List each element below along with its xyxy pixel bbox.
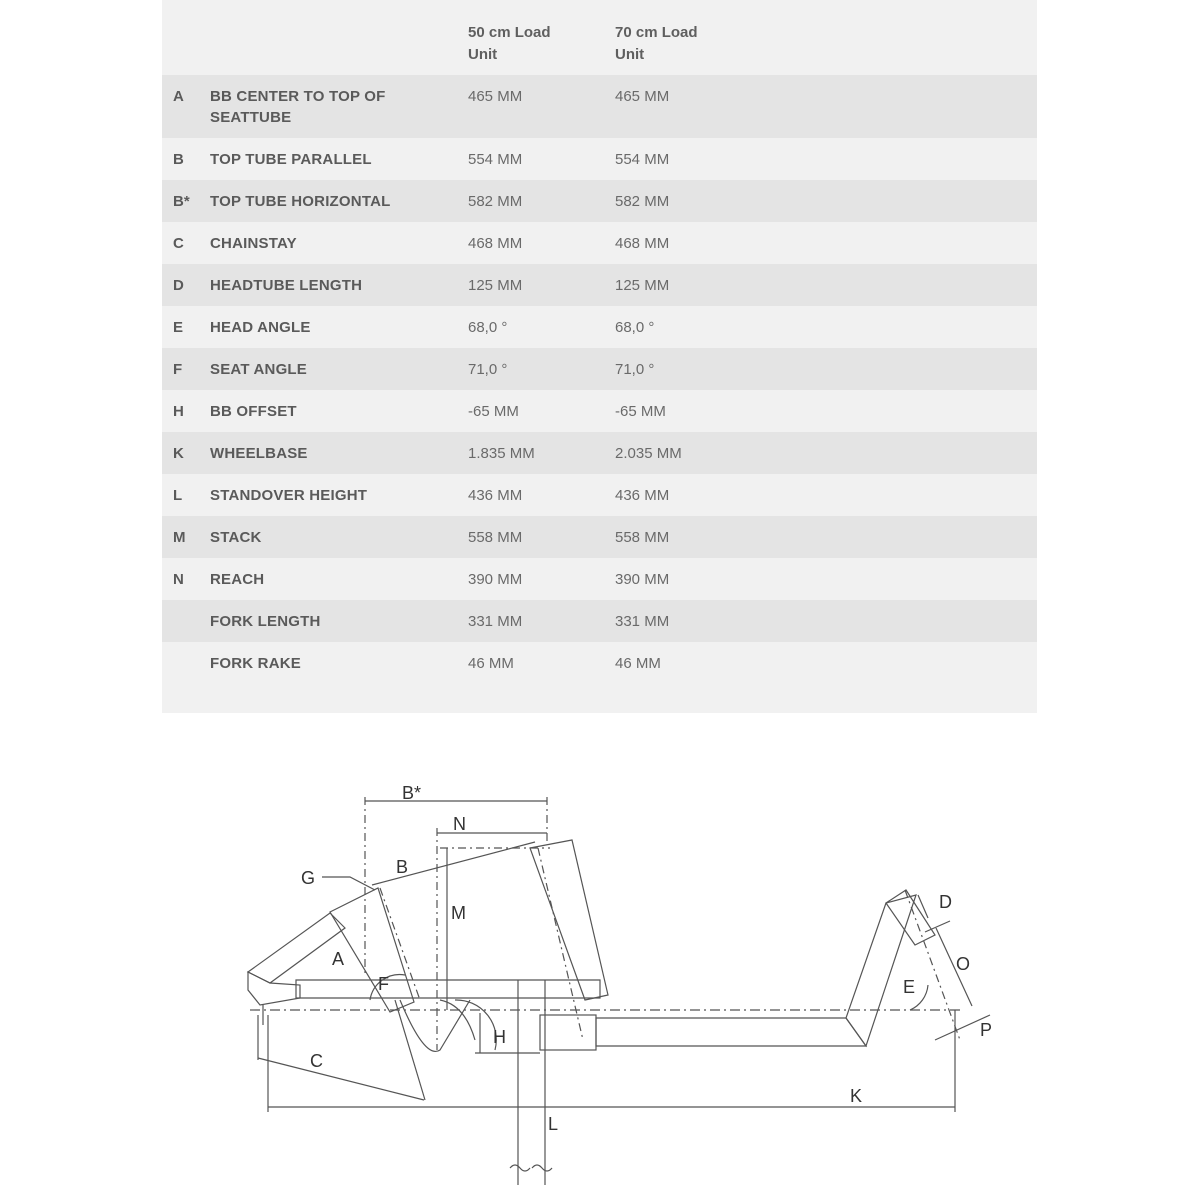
column-header-50cm: 50 cm Load Unit bbox=[468, 24, 551, 63]
row-letter: C bbox=[173, 235, 184, 252]
frame-drawing bbox=[248, 797, 993, 1185]
label-c: C bbox=[310, 1051, 323, 1071]
row-label: WHEELBASE bbox=[210, 445, 308, 462]
value-50cm: 1.835 MM bbox=[468, 445, 535, 462]
value-50cm: 46 MM bbox=[468, 655, 514, 672]
value-50cm: 582 MM bbox=[468, 193, 523, 210]
break-mark bbox=[510, 1165, 552, 1171]
table-row bbox=[162, 222, 1037, 264]
row-label: TOP TUBE HORIZONTAL bbox=[210, 193, 391, 210]
dim-d-line bbox=[918, 895, 928, 918]
label-k: K bbox=[850, 1086, 863, 1106]
value-50cm: 465 MM bbox=[468, 88, 523, 105]
bb-arc bbox=[455, 1000, 496, 1050]
value-70cm: 71,0 ° bbox=[615, 361, 655, 378]
column-header-70cm: 70 cm Load Unit bbox=[615, 24, 698, 63]
value-70cm: 390 MM bbox=[615, 571, 670, 588]
rear-dropout bbox=[248, 972, 300, 1005]
table-row bbox=[162, 558, 1037, 600]
value-50cm: 554 MM bbox=[468, 151, 523, 168]
row-letter: M bbox=[173, 529, 186, 546]
front-down-tube bbox=[846, 895, 916, 1046]
label-d: D bbox=[939, 892, 952, 912]
value-50cm: 468 MM bbox=[468, 235, 523, 252]
row-label: HEADTUBE LENGTH bbox=[210, 277, 363, 294]
value-70cm: 331 MM bbox=[615, 613, 670, 630]
rear-upright-tube bbox=[530, 840, 608, 1000]
label-p: P bbox=[980, 1020, 993, 1040]
row-label: CHAINSTAY bbox=[210, 235, 297, 252]
value-50cm: 125 MM bbox=[468, 277, 523, 294]
value-50cm: -65 MM bbox=[468, 403, 519, 420]
dim-c-line bbox=[258, 1058, 424, 1100]
row-label: BB CENTER TO TOP OF SEATTUBE bbox=[210, 88, 386, 126]
row-label: STANDOVER HEIGHT bbox=[210, 487, 368, 504]
steerer-axis bbox=[905, 890, 960, 1040]
row-label: BB OFFSET bbox=[210, 403, 297, 420]
row-letter: F bbox=[173, 361, 183, 378]
cargo-box-rear bbox=[540, 1015, 596, 1050]
label-o: O bbox=[956, 954, 971, 974]
row-letter: L bbox=[173, 487, 183, 504]
row-label: FORK RAKE bbox=[210, 655, 301, 672]
frame-geometry-diagram bbox=[0, 740, 1200, 1200]
table-row bbox=[162, 75, 1037, 138]
table-row bbox=[162, 348, 1037, 390]
label-n: N bbox=[453, 814, 466, 834]
label-e: E bbox=[903, 977, 916, 997]
value-50cm: 331 MM bbox=[468, 613, 523, 630]
seat-stay bbox=[248, 913, 345, 983]
table-row bbox=[162, 306, 1037, 348]
table-row bbox=[162, 474, 1037, 516]
table-row bbox=[162, 138, 1037, 180]
row-label: REACH bbox=[210, 571, 265, 588]
label-f: F bbox=[378, 974, 389, 994]
dim-c-right-ext bbox=[395, 1000, 425, 1100]
table-row bbox=[162, 180, 1037, 222]
value-70cm: 582 MM bbox=[615, 193, 670, 210]
bottom-bracket-shell bbox=[400, 1000, 470, 1051]
row-letter: K bbox=[173, 445, 184, 462]
row-label: HEAD ANGLE bbox=[210, 319, 311, 336]
table-row bbox=[162, 264, 1037, 306]
value-50cm: 68,0 ° bbox=[468, 319, 508, 336]
cargo-tube bbox=[596, 1018, 866, 1046]
value-70cm: 468 MM bbox=[615, 235, 670, 252]
row-letter: B bbox=[173, 151, 184, 168]
table-row bbox=[162, 600, 1037, 642]
row-label: STACK bbox=[210, 529, 262, 546]
row-letter: N bbox=[173, 571, 184, 588]
row-label: FORK LENGTH bbox=[210, 613, 321, 630]
value-50cm: 390 MM bbox=[468, 571, 523, 588]
value-70cm: 554 MM bbox=[615, 151, 670, 168]
label-l: L bbox=[548, 1114, 559, 1134]
value-70cm: 2.035 MM bbox=[615, 445, 682, 462]
row-letter: D bbox=[173, 277, 184, 294]
value-70cm: 465 MM bbox=[615, 88, 670, 105]
label-a: A bbox=[332, 949, 345, 969]
table-row bbox=[162, 516, 1037, 558]
label-b: B bbox=[396, 857, 409, 877]
row-letter: B* bbox=[173, 193, 190, 210]
label-m: M bbox=[451, 903, 466, 923]
table-row bbox=[162, 642, 1037, 684]
value-70cm: 558 MM bbox=[615, 529, 670, 546]
label-g: G bbox=[301, 868, 316, 888]
value-70cm: 436 MM bbox=[615, 487, 670, 504]
value-50cm: 436 MM bbox=[468, 487, 523, 504]
value-50cm: 558 MM bbox=[468, 529, 523, 546]
row-label: SEAT ANGLE bbox=[210, 361, 308, 378]
label-h: H bbox=[493, 1027, 506, 1047]
label-b-star: B* bbox=[402, 783, 422, 803]
dim-g-leader bbox=[322, 877, 375, 890]
row-letter: A bbox=[173, 88, 184, 105]
value-70cm: 46 MM bbox=[615, 655, 661, 672]
table-header bbox=[162, 0, 1037, 75]
geometry-table bbox=[162, 0, 1037, 713]
value-70cm: 68,0 ° bbox=[615, 319, 655, 336]
table-row bbox=[162, 432, 1037, 474]
row-letter: E bbox=[173, 319, 184, 336]
lower-main-tube bbox=[296, 980, 600, 998]
value-50cm: 71,0 ° bbox=[468, 361, 508, 378]
value-70cm: -65 MM bbox=[615, 403, 666, 420]
row-letter: H bbox=[173, 403, 184, 420]
value-70cm: 125 MM bbox=[615, 277, 670, 294]
row-label: TOP TUBE PARALLEL bbox=[210, 151, 372, 168]
table-row bbox=[162, 390, 1037, 432]
